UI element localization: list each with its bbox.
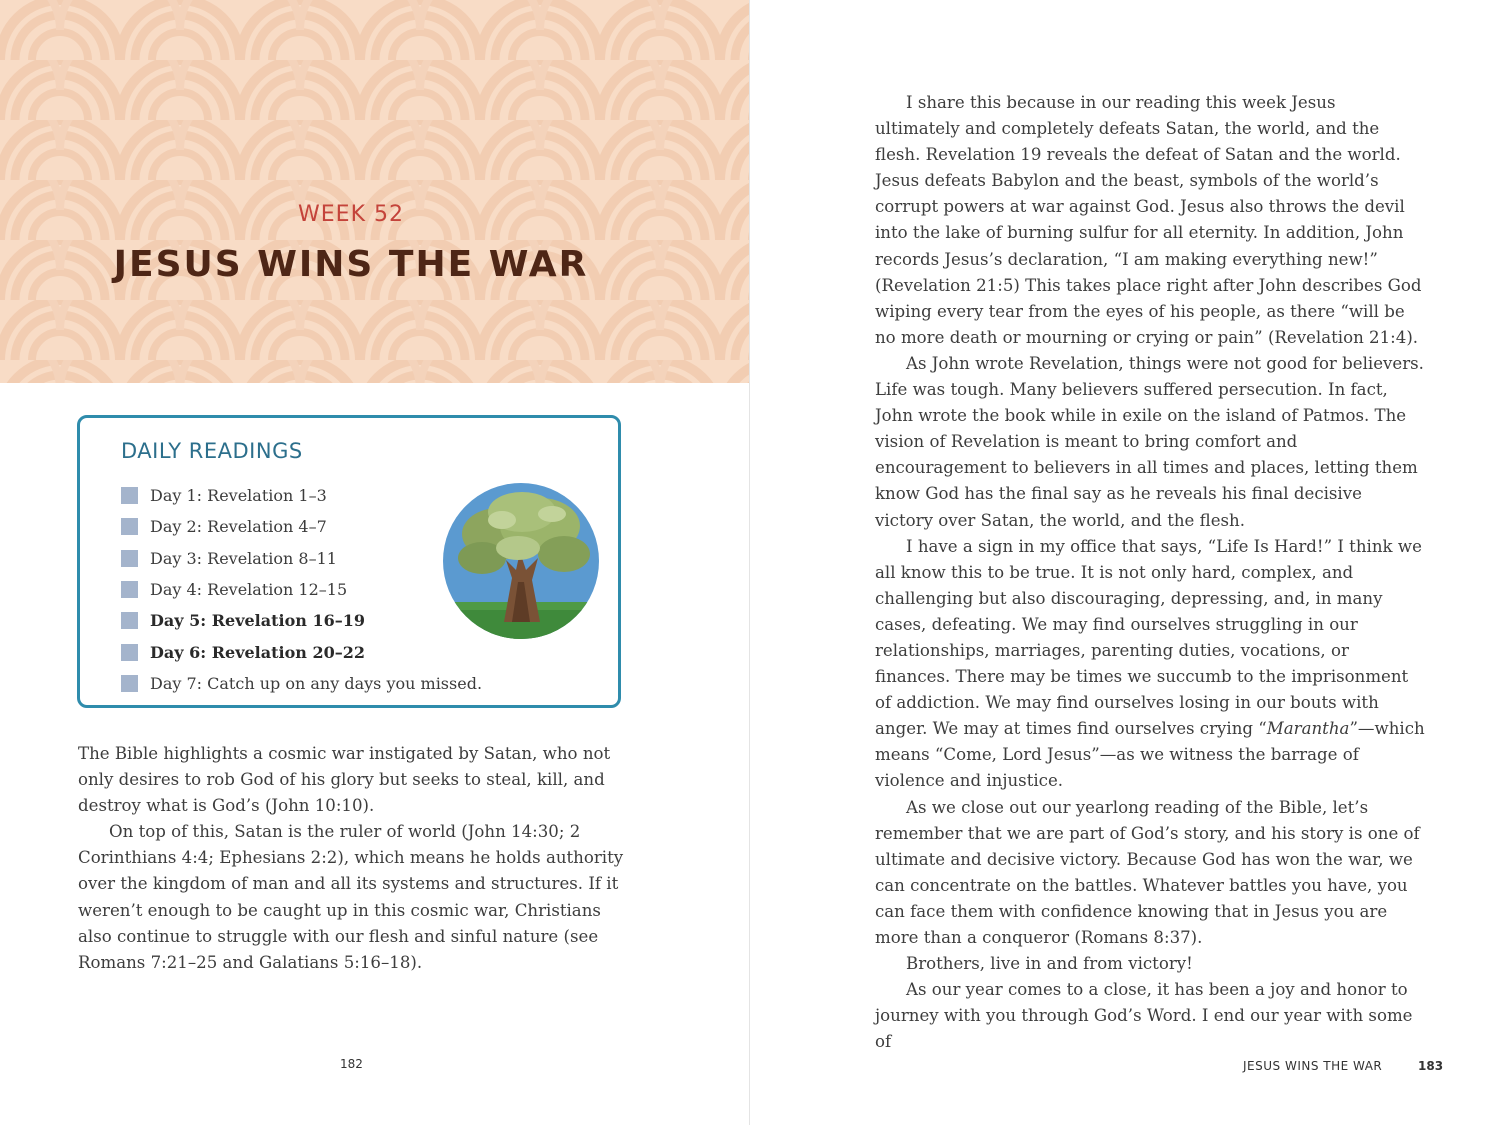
reading-label: Day 4: Revelation 12–15	[150, 580, 348, 600]
reading-item	[121, 480, 482, 511]
tree-icon	[442, 482, 600, 640]
page-number-right: 183	[1418, 1059, 1444, 1073]
paragraph-text: As John wrote Revelation, things were not good for believers. Life was tough. Many believers suffered persecution. In fact, John wrote the book while in exile on the island of Patmos. The vision of Revelation is meant to bring comfort and encouragement to believers in all times and places, letting them know God has the final say as he reveals his final decisive victory over Satan, the world, and the flesh.	[875, 353, 1424, 530]
body-paragraph	[875, 977, 1425, 1055]
paragraph-text: As our year comes to a close, it has been a joy and honor to journey with you through God’s Word. I end our year with some of	[875, 980, 1413, 1052]
left-body-text	[78, 741, 626, 976]
checkbox[interactable]	[121, 644, 138, 661]
paragraph-text: Brothers, live in and from victory!	[906, 954, 1193, 974]
checkbox[interactable]	[121, 675, 138, 692]
chapter-title: JESUS WINS THE WAR	[113, 244, 589, 285]
running-head: JESUS WINS THE WAR	[1243, 1059, 1383, 1073]
reading-item	[121, 636, 482, 667]
reading-label: Day 7: Catch up on any days you missed.	[150, 673, 483, 693]
daily-readings-list	[121, 480, 482, 699]
paragraph-text: I share this because in our reading this week Jesus ultimately and completely defeats Satan, the world, and the flesh. Revelation 19 reveals the defeat of Satan and the world. Jesus defeats Babylon and the beast, symbols of the world’s corrupt powers at war against God. Jesus also throws the devil into the lake of burning sulfur for all eternity. In addition, John records Jesus’s declaration, “I am making everything new!” (Revelation 21:5) This takes place right after John describes God wiping every tear from the eyes of his people, as there “will be no more death or mourning or crying or pain” (Revelation 21:4).	[875, 93, 1422, 347]
reading-label: Day 1: Revelation 1–3	[150, 486, 327, 506]
reading-label: Day 5: Revelation 16–19	[150, 611, 365, 631]
right-body-text	[875, 90, 1425, 1055]
week-label: WEEK 52	[298, 202, 404, 227]
right-page	[750, 0, 1500, 1125]
reading-item	[121, 668, 482, 699]
body-paragraph	[875, 534, 1425, 795]
checkbox[interactable]	[121, 518, 138, 535]
body-paragraph	[875, 351, 1425, 534]
page-number-left: 182	[340, 1057, 363, 1071]
reading-item	[121, 543, 482, 574]
chapter-banner	[0, 0, 750, 383]
paragraph-text: ”—which means “Come, Lord Jesus”—as we witness the barrage of violence and injustice.	[875, 719, 1425, 791]
body-paragraph	[875, 951, 1425, 977]
reading-label: Day 3: Revelation 8–11	[150, 548, 337, 568]
wave-pattern	[0, 0, 750, 383]
checkbox[interactable]	[121, 487, 138, 504]
reading-label: Day 6: Revelation 20–22	[150, 642, 365, 662]
body-paragraph: The Bible highlights a cosmic war instigated by Satan, who not only desires to rob God of his glory but seeks to steal, kill, and destroy what is God’s (John 10:10).	[78, 744, 611, 816]
checkbox[interactable]	[121, 550, 138, 567]
body-paragraph	[875, 795, 1425, 952]
reading-item	[121, 574, 482, 605]
reading-item	[121, 605, 482, 636]
body-paragraph: On top of this, Satan is the ruler of world (John 14:30; 2 Corinthians 4:4; Ephesians 2:2), which means he holds authority over the kingdom of man and all its systems and structures. If it weren’t enough to be caught up in this cosmic war, Christians also continue to struggle with our flesh and sinful nature (see Romans 7:21–25 and Galatians 5:16–18).	[78, 822, 624, 972]
checkbox[interactable]	[121, 581, 138, 598]
paragraph-text: I have a sign in my office that says, “Life Is Hard!” I think we all know this to be true. It is not only hard, complex, and challenging but also discouraging, depressing, and, in many cases, defeating. We may find ourselves struggling in our relationships, marriages, parenting duties, vocations, or finances. There may be times we succumb to the imprisonment of addiction. We may find ourselves losing in our bouts with anger. We may at times find ourselves crying “	[875, 536, 1422, 739]
body-paragraph	[875, 90, 1425, 351]
paragraph-text: As we close out our yearlong reading of the Bible, let’s remember that we are part of God’s story, and his story is one of ultimate and decisive victory. Because God has won the war, we can concentrate on the battles. Whatever battles you have, you can face them with confidence knowing that in Jesus you are more than a conqueror (Romans 8:37).	[875, 797, 1420, 947]
checkbox[interactable]	[121, 612, 138, 629]
daily-readings-box	[77, 415, 621, 708]
reading-item	[121, 511, 482, 542]
daily-readings-heading: DAILY READINGS	[121, 439, 303, 463]
reading-label: Day 2: Revelation 4–7	[150, 517, 327, 537]
italic-text: Marantha	[1266, 719, 1350, 739]
